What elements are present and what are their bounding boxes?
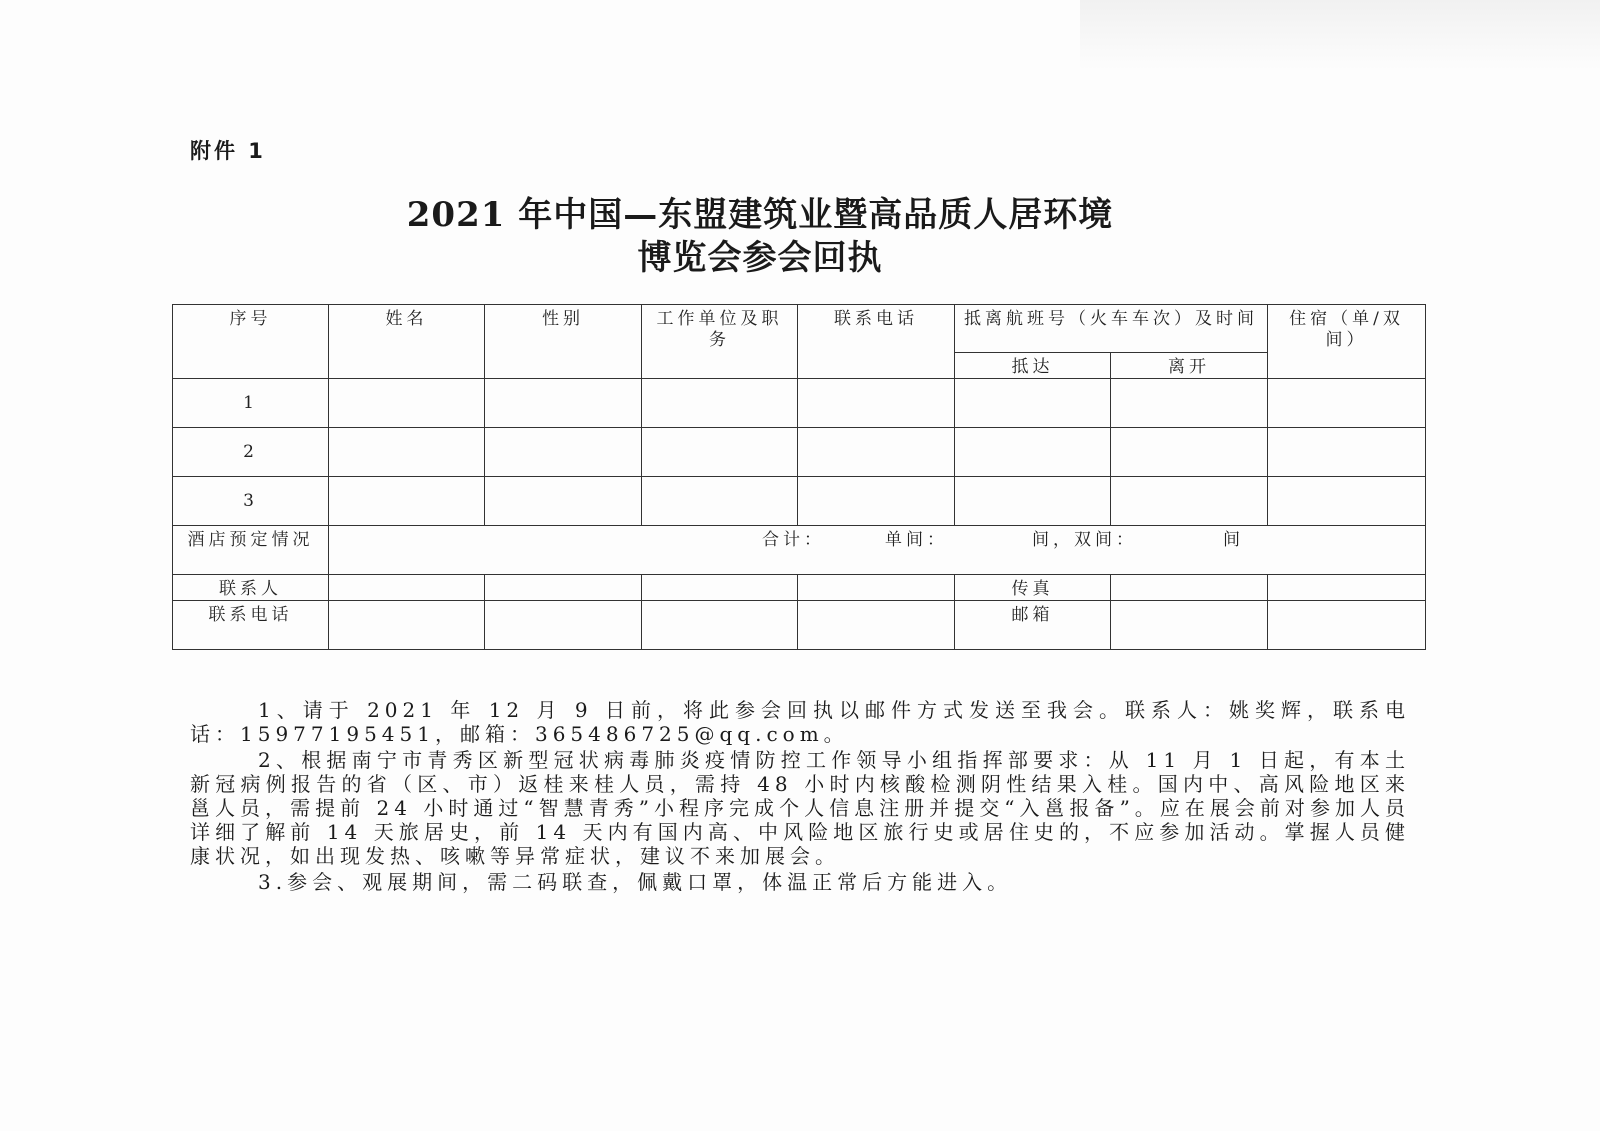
header-seq: 序号 [173, 305, 329, 379]
cell-depart[interactable] [1111, 428, 1268, 477]
header-name: 姓名 [329, 305, 485, 379]
cell-arrive[interactable] [955, 379, 1111, 428]
hotel-total-label: 合计： [762, 530, 825, 550]
document-title-line2: 博览会参会回执 [637, 238, 883, 278]
registration-form-table [172, 304, 1426, 650]
cell-depart[interactable] [1111, 379, 1268, 428]
header-arrive: 抵达 [955, 353, 1111, 379]
fax-cell[interactable] [1268, 575, 1426, 601]
cell-work-unit[interactable] [642, 379, 798, 428]
cell-depart[interactable] [1111, 477, 1268, 526]
cell-gender[interactable] [485, 428, 642, 477]
hotel-booking-label: 酒店预定情况 [173, 526, 329, 575]
header-gender: 性别 [485, 305, 642, 379]
attachment-label: 附件 1 [190, 139, 266, 163]
contact-person-cell[interactable] [485, 575, 642, 601]
cell-lodging[interactable] [1268, 428, 1426, 477]
contact-person-cell[interactable] [798, 575, 955, 601]
cell-gender[interactable] [485, 477, 642, 526]
cell-name[interactable] [329, 477, 485, 526]
contact-person-label: 联系人 [173, 575, 329, 601]
scan-shade [1080, 0, 1600, 70]
row-number: 1 [173, 379, 329, 428]
cell-arrive[interactable] [955, 428, 1111, 477]
header-lodging: 住宿（单/双间） [1268, 305, 1426, 379]
contact-phone-cell[interactable] [485, 601, 642, 650]
cell-lodging[interactable] [1268, 477, 1426, 526]
header-flight: 抵离航班号（火车车次）及时间 [955, 305, 1268, 353]
email-label: 邮箱 [955, 601, 1111, 650]
cell-name[interactable] [329, 428, 485, 477]
fax-label: 传真 [955, 575, 1111, 601]
cell-work-unit[interactable] [642, 428, 798, 477]
cell-name[interactable] [329, 379, 485, 428]
cell-work-unit[interactable] [642, 477, 798, 526]
cell-arrive[interactable] [955, 477, 1111, 526]
contact-person-cell[interactable] [642, 575, 798, 601]
contact-phone-label: 联系电话 [173, 601, 329, 650]
row-number: 3 [173, 477, 329, 526]
contact-person-cell[interactable] [329, 575, 485, 601]
cell-phone[interactable] [798, 379, 955, 428]
document-title-line1: 2021 年中国—东盟建筑业暨高品质人居环境 [406, 195, 1114, 235]
table-row [173, 477, 1426, 526]
cell-phone[interactable] [798, 428, 955, 477]
contact-phone-cell[interactable] [798, 601, 955, 650]
hotel-double-unit: 间 [1223, 530, 1244, 550]
note-item: 1、请于 2021 年 12 月 9 日前，将此参会回执以邮件方式发送至我会。联系人：姚奖辉，联系电话：15977195451，邮箱：365486725@qq.com。 [190, 698, 1410, 746]
row-number: 2 [173, 428, 329, 477]
hotel-booking-row [173, 526, 1426, 575]
hotel-double-label: 双间： [1074, 530, 1137, 550]
contact-row [173, 575, 1426, 601]
table-header-row [173, 305, 1426, 353]
table-row [173, 428, 1426, 477]
hotel-single-unit: 间， [1032, 530, 1074, 550]
cell-gender[interactable] [485, 379, 642, 428]
header-phone: 联系电话 [798, 305, 955, 379]
header-depart: 离开 [1111, 353, 1268, 379]
fax-cell[interactable] [1111, 575, 1268, 601]
hotel-booking-summary[interactable] [329, 526, 1426, 575]
email-cell[interactable] [1111, 601, 1268, 650]
header-work-unit: 工作单位及职务 [642, 305, 798, 379]
phone-row [173, 601, 1426, 650]
hotel-single-label: 单间： [885, 530, 948, 550]
cell-phone[interactable] [798, 477, 955, 526]
contact-phone-cell[interactable] [329, 601, 485, 650]
note-item: 3.参会、观展期间，需二码联查，佩戴口罩，体温正常后方能进入。 [258, 870, 1013, 894]
notes-section [190, 698, 1410, 896]
email-cell[interactable] [1268, 601, 1426, 650]
table-row [173, 379, 1426, 428]
note-item: 2、根据南宁市青秀区新型冠状病毒肺炎疫情防控工作领导小组指挥部要求：从 11 月 1 日起，有本土新冠病例报告的省（区、市）返桂来桂人员，需持 48 小时内核酸检测阴性结果入桂。国内中、高风险地区来邕人员，需提前 24 小时通过“智慧青秀”小程序完成个人信息注册并提交“入邕报备”。应在展会前对参加人员详细了解前 14 天旅居史，前 14 天内有国内高、中风险地区旅行史或居住史的，不应参加活动。掌握人员健康状况，如出现发热、咳嗽等异常症状，建议不来加展会。 [190, 748, 1410, 868]
cell-lodging[interactable] [1268, 379, 1426, 428]
contact-phone-cell[interactable] [642, 601, 798, 650]
